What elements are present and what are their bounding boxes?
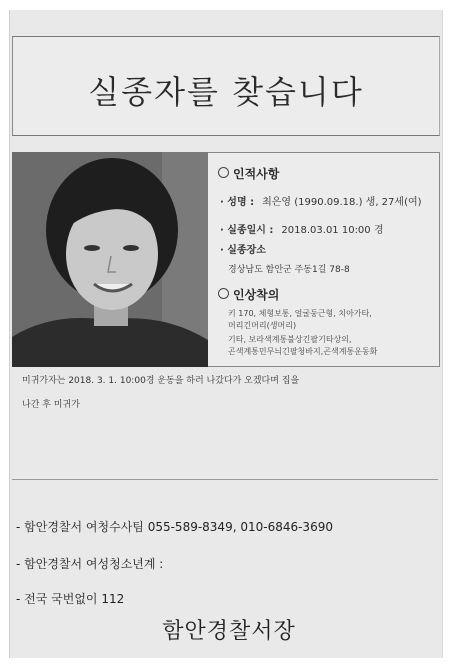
missing-date-field (220, 221, 384, 236)
name-value: 최은영 (1990.09.18.) 생, 27세(여) (262, 197, 422, 208)
circumstance-line-2: 나간 후 미귀가 (22, 400, 80, 410)
appearance-line-2: 머리긴머리(생머리) (228, 321, 297, 330)
appearance-line-4: 곤색계통민무늬긴팔청바지,곤색계통운동화 (228, 347, 378, 356)
missing-person-photo (12, 152, 208, 367)
missing-date-value: 2018.03.01 10:00 경 (281, 225, 384, 236)
circle-bullet-icon (218, 167, 229, 178)
poster-title: 실종자를 찾습니다 (88, 73, 364, 111)
appearance-line-1: 키 170, 체형보통, 얼굴둥근형, 치아가타, (228, 309, 372, 318)
circumstance-line-1: 미귀가자는 2018. 3. 1. 10:00경 운동을 하러 나갔다가 오겠다며 집을 (22, 376, 300, 386)
divider (12, 479, 438, 480)
info-panel (208, 152, 440, 367)
missing-place-label: · 실종장소 (220, 245, 266, 256)
contact-line-1: - 함안경찰서 여청수사팀 055-589-8349, 010-6846-3690 (16, 520, 333, 534)
missing-place-field (220, 241, 274, 256)
personal-info-heading: 인적사항 (218, 165, 279, 182)
name-field (220, 193, 422, 208)
missing-place-value: 경상남도 함안군 주동1길 78-8 (228, 265, 350, 275)
missing-date-label: · 실종일시 : (220, 225, 274, 236)
appearance-heading: 인상착의 (218, 286, 279, 303)
police-chief-signature: 함안경찰서장 (162, 619, 296, 644)
contact-line-2: - 함안경찰서 여성청소년계 : (16, 557, 164, 571)
contact-line-3: - 전국 국번없이 112 (16, 592, 125, 606)
appearance-line-3: 기타, 보라색계통불상긴팔기타상의, (228, 335, 352, 344)
title-box (12, 36, 440, 136)
circle-bullet-icon (218, 288, 229, 299)
name-label: · 성명 : (220, 197, 255, 208)
